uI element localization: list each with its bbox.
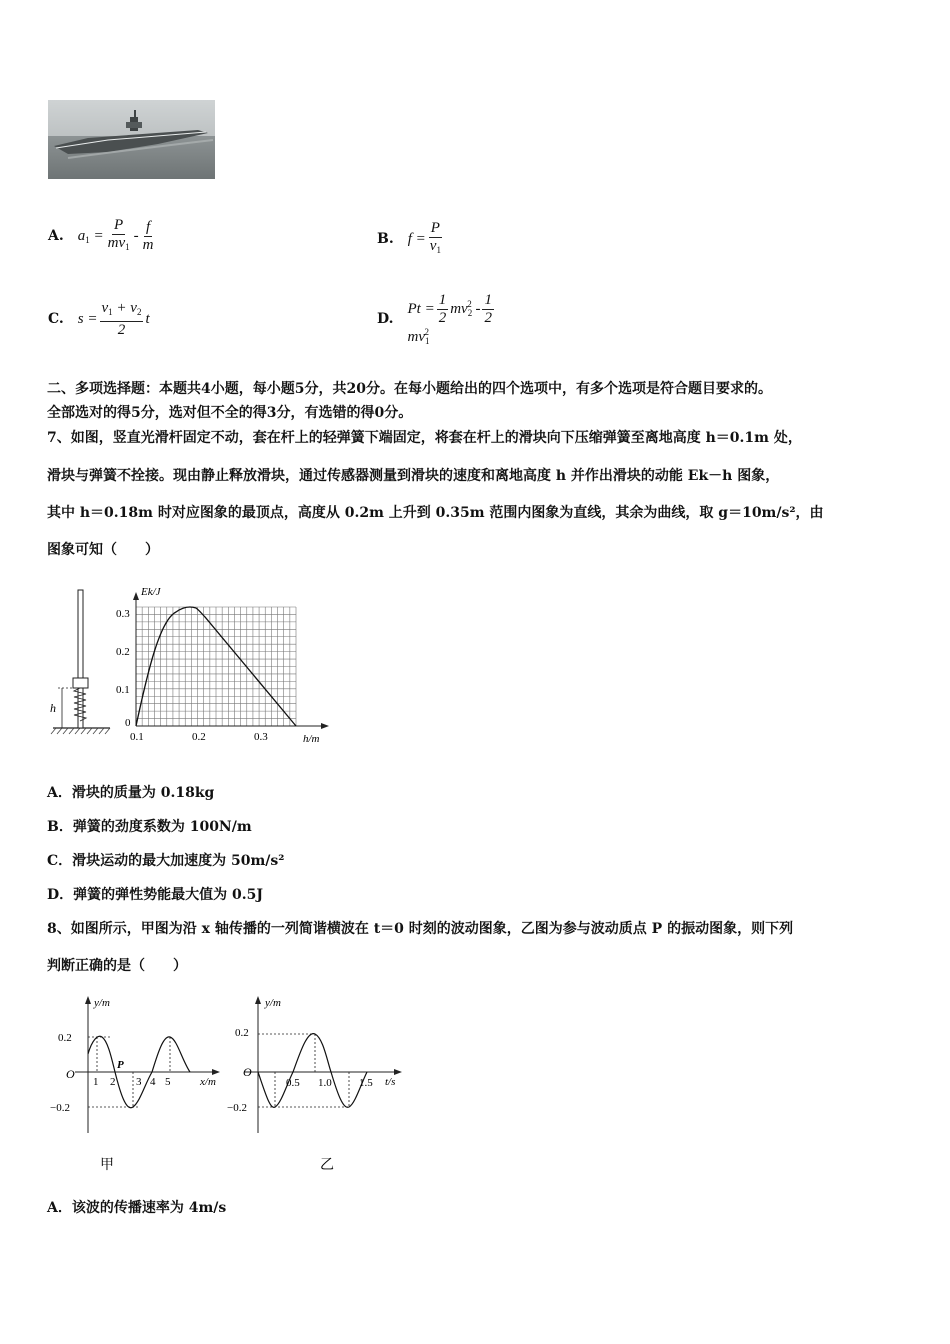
prev-option-a	[48, 211, 157, 261]
prev-option-b	[377, 216, 445, 262]
prev-option-a-formula: $a_1$ = $\frac{P}{mv_1}$ - $\frac{f}{m}$	[77, 216, 154, 253]
wave-y-tick: −0.2	[50, 1102, 70, 1114]
wave-x-tick: 1	[93, 1076, 99, 1088]
ek-x-tick: 0.1	[130, 731, 144, 743]
ek-y-tick: 0.2	[116, 646, 130, 658]
vib-y-tick: 0.2	[235, 1027, 249, 1039]
prev-option-b-formula: f = $\frac{P}{v_1}$	[407, 219, 441, 255]
ek-y-tick: 0	[125, 717, 131, 729]
prev-option-c	[48, 296, 150, 342]
wave-origin: O	[66, 1067, 75, 1081]
vib-y-tick: −0.2	[227, 1102, 247, 1114]
vib-caption: 乙	[320, 1158, 334, 1173]
y-arrow-icon	[133, 592, 139, 600]
ek-y-tick: 0.1	[116, 684, 130, 696]
aircraft-carrier-image	[48, 100, 215, 179]
wave-y-tick: 0.2	[58, 1032, 72, 1044]
y-arrow-icon	[255, 996, 261, 1004]
q8-figure-a	[50, 988, 230, 1178]
ek-x-tick: 0.3	[254, 731, 268, 743]
q7-option-c: C．滑块运动的最大加速度为 50m/s²	[47, 853, 285, 869]
q7-option-b: B．弹簧的劲度系数为 100N/m	[47, 819, 252, 835]
q7-option-a: A．滑块的质量为 0.18kg	[47, 785, 215, 801]
ek-y-tick: 0.3	[116, 608, 130, 620]
q7-line4: 图象可知（ ）	[47, 542, 159, 558]
q8-line2: 判断正确的是（ ）	[47, 958, 187, 974]
vib-x-label: t/s	[385, 1076, 396, 1088]
q7-figure	[48, 575, 338, 750]
wave-x-label: x/m	[200, 1076, 216, 1088]
wave-x-tick: 3	[136, 1076, 142, 1088]
wave-a-caption: 甲	[100, 1158, 114, 1173]
vib-x-tick: 0.5	[286, 1077, 300, 1089]
q7-line2: 滑块与弹簧不拴接。现由静止释放滑块，通过传感器测量到滑块的速度和离地高度 h 并作出滑块的动能 Ek－h 图象，	[47, 468, 780, 484]
section2-header-line1: 二、多项选择题：本题共4小题，每小题5分，共20分。在每小题给出的四个选项中，有多个选项是符合题目要求的。	[47, 381, 772, 397]
prev-option-a-label: A.	[48, 228, 64, 244]
q7-line1: 7、如图，竖直光滑杆固定不动，套在杆上的轻弹簧下端固定，将套在杆上的滑块向下压缩弹簧至离地高度 h＝0.1m 处，	[47, 430, 802, 446]
ek-x-tick: 0.2	[192, 731, 206, 743]
y-arrow-icon	[85, 996, 91, 1004]
vib-x-tick: 1.0	[318, 1077, 332, 1089]
spring-apparatus	[50, 590, 110, 734]
vib-curve	[258, 1034, 367, 1108]
spring-height-label: h	[50, 701, 56, 715]
vib-x-tick: 1.5	[359, 1077, 373, 1089]
ek-grid	[136, 607, 296, 726]
x-arrow-icon	[212, 1069, 220, 1075]
wave-y-label: y/m	[94, 997, 110, 1009]
vib-origin: O	[243, 1065, 252, 1079]
wave-x-tick: 4	[150, 1076, 156, 1088]
wave-x-tick: 2	[110, 1076, 116, 1088]
prev-option-d	[377, 292, 517, 346]
section2-header-line2: 全部选对的得5分，选对但不全的得3分，有选错的得0分。	[47, 405, 413, 421]
q7-option-d: D．弹簧的弹性势能最大值为 0.5J	[47, 887, 263, 903]
prev-option-d-formula: Pt = $\frac{1}{2}$ $mv_2^2$ - $\frac{1}{2}$ $mv_1^2$	[407, 292, 492, 346]
x-arrow-icon	[394, 1069, 402, 1075]
q7-line3: 其中 h＝0.18m 时对应图象的最顶点，高度从 0.2m 上升到 0.35m 范围内图象为直线，其余为曲线，取 g＝10m/s²，由	[47, 505, 824, 521]
prev-option-c-formula: s = $\frac{v_1 + v_2}{2}$ t	[77, 299, 150, 338]
ek-y-axis-label: Ek/J	[141, 586, 161, 598]
prev-option-c-label: C.	[48, 311, 64, 327]
wave-point-p: P	[117, 1059, 124, 1071]
q8-option-a: A．该波的传播速率为 4m/s	[47, 1200, 227, 1216]
vib-y-label: y/m	[265, 997, 281, 1009]
aircraft-carrier-photo	[48, 100, 215, 179]
q8-line1: 8、如图所示，甲图为沿 x 轴传播的一列简谐横波在 t＝0 时刻的波动图象，乙图为参与波动质点 P 的振动图象，则下列	[47, 921, 794, 937]
prev-option-b-label: B.	[377, 231, 394, 247]
q8-figure-b	[225, 988, 410, 1178]
wave-x-tick: 5	[165, 1076, 171, 1088]
x-arrow-icon	[321, 723, 329, 729]
ek-x-axis-label: h/m	[303, 733, 320, 745]
prev-option-d-label: D.	[377, 311, 394, 327]
